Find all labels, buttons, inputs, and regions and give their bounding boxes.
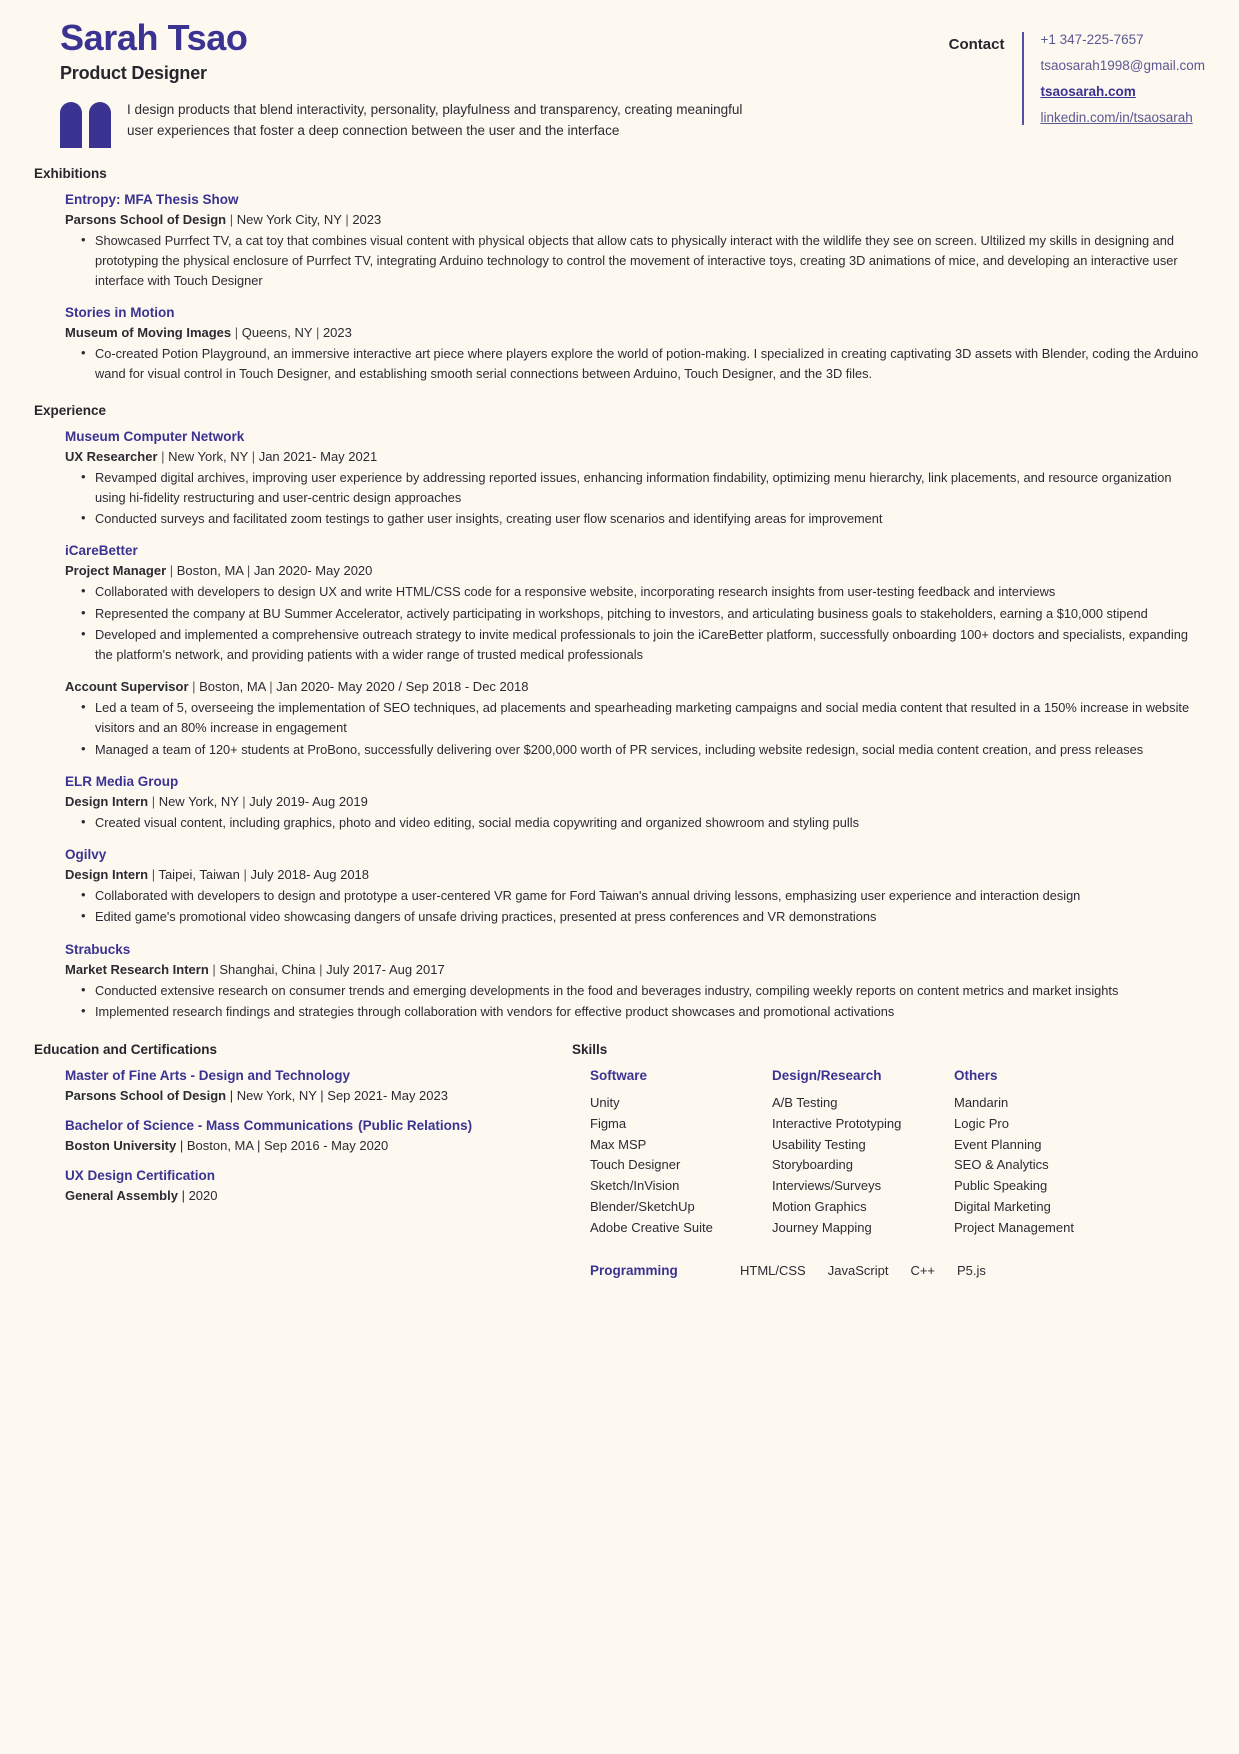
exhibition-location: Queens, NY (241, 325, 313, 341)
contact-block (949, 18, 1205, 125)
exhibition-date: 2023 (322, 325, 352, 341)
role-meta: UX Researcher | New York, NY | Jan 2021- May 2021 (65, 448, 378, 464)
certification-meta: General Assembly | 2020 (65, 1187, 218, 1203)
exhibition-meta: Parsons School of Design | New York City, NY | 2023 (65, 211, 382, 227)
list-item: P5.js (957, 1262, 986, 1278)
quote-mark-icon (60, 102, 111, 148)
experience-heading: Experience (34, 402, 107, 418)
role-meta: Project Manager | Boston, MA | Jan 2020- May 2020 (65, 563, 373, 579)
degree-label: Master of Fine Arts - Design and Technology (65, 1067, 351, 1083)
role-meta: Design Intern | Taipei, Taiwan | July 2018- Aug 2018 (65, 867, 370, 883)
role-bullets (65, 813, 1205, 833)
experience-entry (34, 543, 1205, 760)
exhibition-meta: Museum of Moving Images | Queens, NY | 2023 (65, 325, 352, 341)
list-item: • Developed and implemented a comprehensive outreach strategy to invite medical professionals to join the iCareBetter platform, successfully onboarding 100+ doctors and specialists, expanding the platform's network, and providing patients with a wider range of trusted medical professionals (81, 625, 1205, 665)
education-entry (34, 1068, 550, 1103)
list-item: • Created visual content, including graphics, photo and video editing, social media copywriting and organized showroom and styling pulls (81, 813, 1205, 833)
role-date: July 2019- Aug 2019 (249, 793, 368, 809)
role-meta: Market Research Intern | Shanghai, China | July 2017- Aug 2017 (65, 961, 445, 977)
experience-entry (34, 774, 1205, 833)
list-item: Digital Marketing (954, 1198, 1051, 1214)
contact-linkedin-link[interactable]: linkedin.com/in/tsaosarah (1040, 110, 1193, 125)
degree-label: Bachelor of Science - Mass Communications (65, 1117, 354, 1133)
role-location: Boston, MA (176, 563, 244, 579)
list-item: Storyboarding (772, 1157, 853, 1173)
list-item: C++ (910, 1262, 936, 1278)
exhibition-institution: Parsons School of Design (65, 211, 227, 227)
list-item: • Revamped digital archives, improving user experience by addressing reported issues, enhancing information findability, optimizing menu hierarchy, link placements, and resource organization using hi-fidelity restructuring and user-centric design approaches (81, 468, 1205, 508)
list-item: Public Speaking (954, 1178, 1048, 1194)
summary-quote (60, 100, 794, 148)
employer-name: Museum Computer Network (65, 428, 245, 444)
school-name: Boston University (65, 1137, 177, 1153)
employer-name: Ogilvy (65, 847, 107, 863)
role-bullets (65, 981, 1205, 1022)
list-item: SEO & Analytics (954, 1157, 1049, 1173)
contact-list (1022, 32, 1205, 125)
employer-name: Strabucks (65, 941, 131, 957)
school-name: Parsons School of Design (65, 1087, 227, 1103)
list-item: Unity (590, 1094, 620, 1110)
role-date: July 2018- Aug 2018 (250, 867, 370, 883)
list-item: Blender/SketchUp (590, 1198, 695, 1214)
exhibition-institution: Museum of Moving Images (65, 325, 232, 341)
list-item: A/B Testing (772, 1094, 838, 1110)
role-bullets (65, 698, 1205, 760)
contact-website-link[interactable]: tsaosarah.com (1040, 84, 1136, 99)
education-entry (34, 1118, 550, 1153)
exhibitions-section (34, 166, 1205, 385)
exhibition-bullets (65, 344, 1205, 384)
role-date: Jan 2021- May 2021 (258, 448, 378, 464)
bottom-row (34, 1042, 1205, 1278)
role-location: Shanghai, China (219, 961, 316, 977)
skills-heading: Skills (572, 1041, 608, 1057)
list-item: • Edited game's promotional video showcasing dangers of unsafe driving practices, presented at press conferences and VR demonstrations (81, 907, 1205, 927)
list-item: Interviews/Surveys (772, 1178, 882, 1194)
experience-section (34, 403, 1205, 1022)
list-item: Mandarin (954, 1094, 1009, 1110)
skills-group-software (590, 1068, 772, 1239)
list-item: • Collaborated with developers to design UX and write HTML/CSS code for a responsive website, incorporating research insights from user-testing feedback and interviews (81, 582, 1205, 602)
experience-entry (34, 942, 1205, 1022)
certification-date: 2020 (188, 1187, 218, 1203)
list-item: • Led a team of 5, overseeing the implementation of SEO techniques, ad placements and spearheading marketing campaigns and social media content that resulted in a 150% increase in website visitors and an 80% increase in engagement (81, 698, 1205, 738)
contact-email[interactable]: tsaosarah1998@gmail.com (1040, 58, 1205, 73)
role-title: Design Intern (65, 793, 149, 809)
role-location: Boston, MA (199, 679, 266, 695)
list-item: Max MSP (590, 1136, 647, 1152)
skills-group-title: Design/Research (772, 1067, 882, 1083)
exhibition-date: 2023 (352, 211, 382, 227)
page-title: Sarah Tsao (60, 17, 248, 58)
exhibition-title: Stories in Motion (65, 305, 175, 321)
role-date: Jan 2020- May 2020 (253, 563, 373, 579)
exhibition-bullets (65, 231, 1205, 292)
list-item: • Showcased Purrfect TV, a cat toy that combines visual content with physical objects that allow cats to physically interact with the wildlife they see on screen. Ultilized my skills in designing and prototyping the physical enclosure of Purrfect TV, integrating Arduino technology to control the movement of interactive toys, creating 3D animations of mice, and developing an interactive user interface with Touch Designer (81, 231, 1205, 292)
list-item: Figma (590, 1115, 627, 1131)
list-item: Journey Mapping (772, 1219, 872, 1235)
exhibitions-heading: Exhibitions (34, 165, 107, 181)
experience-entry (34, 429, 1205, 530)
exhibition-entry (34, 192, 1205, 292)
list-item: Logic Pro (954, 1115, 1009, 1131)
programming-label: Programming (590, 1262, 678, 1278)
employer-name: iCareBetter (65, 543, 138, 559)
school-location: New York, NY (236, 1087, 317, 1103)
list-item: JavaScript (827, 1262, 889, 1278)
list-item: • Conducted surveys and facilitated zoom testings to gather user insights, creating user flow scenarios and identifying areas for improvement (81, 509, 1205, 529)
certification-name (65, 1168, 550, 1183)
experience-entry (34, 847, 1205, 927)
skills-group-title: Software (590, 1067, 648, 1083)
role-bullets (65, 582, 1205, 665)
role-date: July 2017- Aug 2017 (326, 961, 445, 977)
role-title: Market Research Intern (65, 961, 209, 977)
summary-text: I design products that blend interactivity, personality, playfulness and transparency, creating meaningful user experiences that foster a deep connection between the user and the interface (127, 101, 743, 138)
skills-group-design-research (772, 1068, 954, 1239)
list-item: Project Management (954, 1219, 1074, 1235)
role-location: New York, NY (168, 448, 249, 464)
role-title: Project Manager (65, 563, 167, 579)
school-meta: Boston University | Boston, MA | Sep 2016 - May 2020 (65, 1137, 389, 1153)
school-location: Boston, MA (186, 1137, 254, 1153)
role-title: Design Intern (65, 867, 149, 883)
role-bullets (65, 468, 1205, 530)
list-item: Touch Designer (590, 1157, 681, 1173)
list-item: Interactive Prototyping (772, 1115, 902, 1131)
list-item: Usability Testing (772, 1136, 866, 1152)
list-item: • Conducted extensive research on consumer trends and emerging developments in the food and beverages industry, compiling weekly reports on content metrics and market insights (81, 981, 1205, 1001)
list-item: Sketch/InVision (590, 1178, 680, 1194)
list-item: • Collaborated with developers to design and prototype a user-centered VR game for Ford Taiwan's annual driving lessons, emphasizing user experience and interaction design (81, 886, 1205, 906)
role-title: UX Researcher (65, 448, 158, 464)
school-date: Sep 2016 - May 2020 (263, 1137, 389, 1153)
education-heading: Education and Certifications (34, 1041, 218, 1057)
skills-grid (572, 1068, 1205, 1239)
list-item: Adobe Creative Suite (590, 1219, 713, 1235)
role-date: Jan 2020- May 2020 / Sep 2018 - Dec 2018 (276, 679, 529, 695)
programming-row (572, 1263, 1205, 1278)
school-date: Sep 2021- May 2023 (327, 1087, 448, 1103)
list-item: Event Planning (954, 1136, 1042, 1152)
degree-name (65, 1118, 550, 1133)
skills-group-title: Others (954, 1067, 998, 1083)
header-identity (34, 18, 794, 148)
certification-provider: General Assembly (65, 1187, 178, 1203)
list-item: Motion Graphics (772, 1198, 867, 1214)
role-location: New York, NY (158, 793, 239, 809)
contact-phone: +1 347-225-7657 (1040, 32, 1144, 47)
degree-name (65, 1068, 550, 1083)
role-bullets (65, 886, 1205, 927)
certification-label: UX Design Certification (65, 1167, 216, 1183)
role-meta: Design Intern | New York, NY | July 2019- Aug 2019 (65, 793, 368, 809)
employer-name: ELR Media Group (65, 773, 179, 789)
skills-group-others (954, 1068, 1074, 1239)
list-item: • Represented the company at BU Summer Accelerator, actively participating in workshops, pitching to investors, and articulating business goals to stakeholders, earning a $10,000 stipend (81, 604, 1205, 624)
list-item: • Co-created Potion Playground, an immersive interactive art piece where players explore the world of potion-making. I specialized in creating captivating 3D assets with Blender, coding the Arduino wand for visual control in Touch Designer, and establishing smooth serial connections between Arduino, Touch Designer, and the 3D files. (81, 344, 1205, 384)
role-meta: Account Supervisor | Boston, MA | Jan 2020- May 2020 / Sep 2018 - Dec 2018 (65, 679, 529, 695)
programming-items (740, 1263, 986, 1278)
role-title: Account Supervisor (65, 679, 189, 695)
exhibition-title: Entropy: MFA Thesis Show (65, 191, 239, 207)
list-item: • Implemented research findings and strategies through collaboration with vendors for effective product showcases and promotional activations (81, 1002, 1205, 1022)
certification-entry (34, 1168, 550, 1203)
resume-header (34, 18, 1205, 148)
exhibition-entry (34, 305, 1205, 384)
list-item: • Managed a team of 120+ students at ProBono, successfully delivering over $200,000 worth of PR services, including website redesign, social media content creation, and press releases (81, 740, 1205, 760)
skills-section (572, 1042, 1205, 1278)
contact-label: Contact (948, 36, 1005, 53)
school-meta: Parsons School of Design | New York, NY | Sep 2021- May 2023 (65, 1087, 448, 1103)
degree-parenthetical: (Public Relations) (358, 1117, 473, 1133)
role-location: Taipei, Taiwan (158, 867, 240, 883)
exhibition-location: New York City, NY (236, 211, 342, 227)
list-item: HTML/CSS (740, 1262, 806, 1278)
education-section (34, 1042, 550, 1278)
job-title: Product Designer (60, 62, 207, 83)
